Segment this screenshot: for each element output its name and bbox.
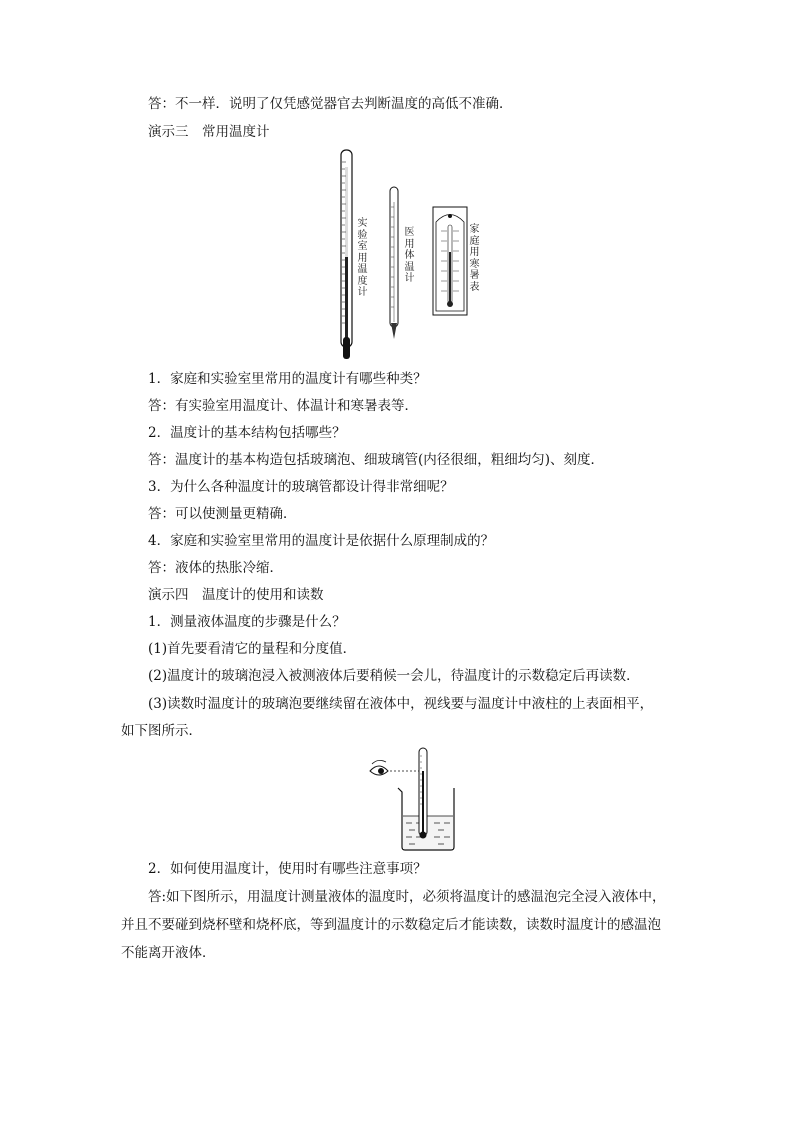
household-thermometer-icon — [433, 207, 467, 315]
question-how-to-use: 2．如何使用温度计，使用时有哪些注意事项？ — [148, 861, 427, 877]
medical-thermometer-icon — [390, 187, 398, 339]
beaker-reading-figure — [368, 744, 464, 854]
question-3: 3．为什么各种温度计的玻璃管都设计得非常细呢？ — [148, 479, 454, 495]
step-question-1: 1．测量液体温度的步骤是什么？ — [148, 614, 346, 630]
eye-icon — [370, 760, 388, 775]
thermometer-in-beaker-icon — [419, 748, 427, 839]
lab-thermometer-icon — [341, 150, 352, 359]
question-4: 4．家庭和实验室里常用的温度计是依据什么原理制成的？ — [148, 533, 495, 549]
answer-2: 答：温度计的基本构造包括玻璃泡、细玻璃管(内径很细，粗细均匀)、刻度． — [148, 452, 605, 468]
answer-line-1: 答：不一样．说明了仅凭感觉器官去判断温度的高低不准确． — [148, 96, 513, 112]
step-3-continued: 如下图所示． — [121, 723, 202, 739]
answer-how-to-use-line-2: 并且不要碰到烧杯壁和烧杯底，等到温度计的示数稳定后才能读数，读数时温度计的感温泡 — [121, 917, 661, 933]
medical-thermometer-label: 医用体温计 — [404, 227, 415, 284]
question-2: 2．温度计的基本结构包括哪些？ — [148, 425, 346, 441]
answer-4: 答：液体的热胀冷缩． — [148, 560, 283, 576]
household-thermometer-label: 家庭用寒暑表 — [469, 224, 480, 293]
answer-how-to-use-line-3: 不能离开液体． — [121, 945, 216, 961]
answer-3: 答：可以使测量更精确． — [148, 506, 297, 522]
section-heading-demo-3: 演示三 常用温度计 — [148, 124, 270, 140]
step-2: (2)温度计的玻璃泡浸入被测液体后要稍候一会儿，待温度计的示数稳定后再读数． — [148, 668, 640, 684]
step-1: (1)首先要看清它的量程和分度值． — [148, 641, 357, 657]
step-3: (3)读数时温度计的玻璃泡要继续留在液体中，视线要与温度计中液柱的上表面相平， — [148, 696, 654, 712]
answer-how-to-use-line-1: 答:如下图所示，用温度计测量液体的温度时，必须将温度计的感温泡完全浸入液体中， — [148, 889, 666, 905]
section-heading-demo-4: 演示四 温度计的使用和读数 — [148, 587, 324, 603]
question-1: 1．家庭和实验室里常用的温度计有哪些种类？ — [148, 371, 427, 387]
answer-1: 答：有实验室用温度计、体温计和寒暑表等． — [148, 398, 418, 414]
lab-thermometer-label: 实验室用温度计 — [357, 218, 368, 298]
